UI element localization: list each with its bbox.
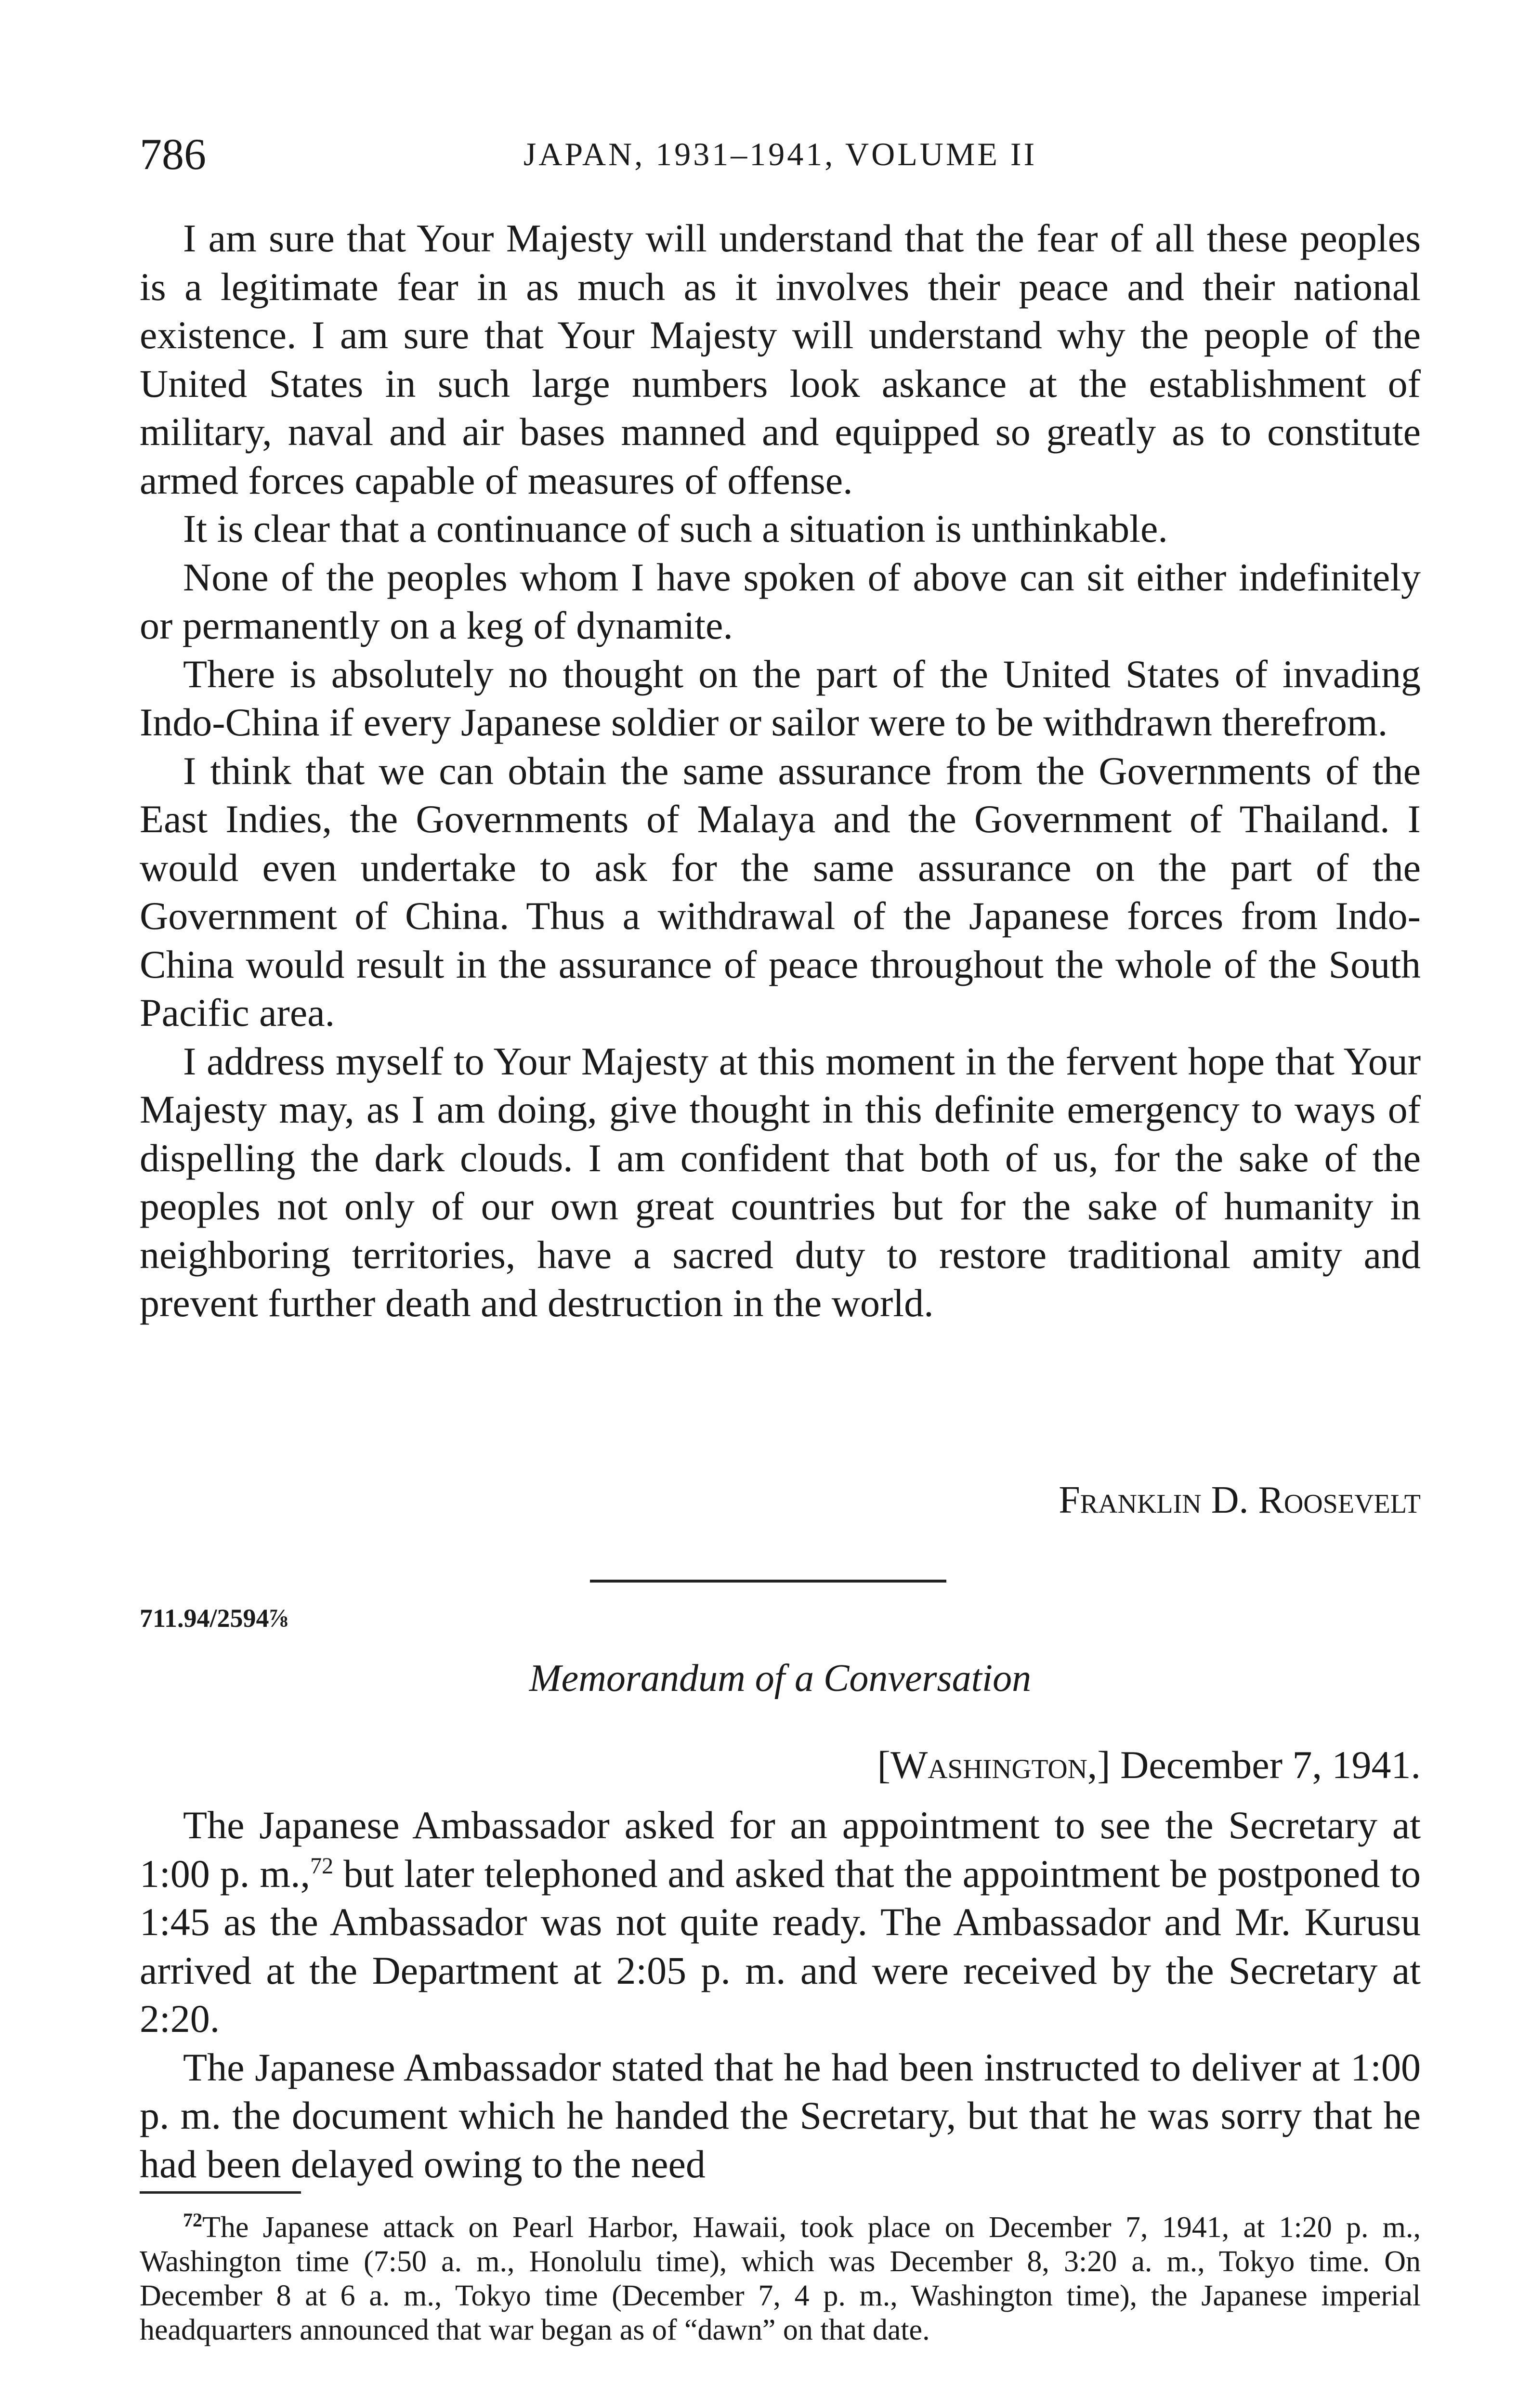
letter-paragraph: I address myself to Your Majesty at this moment in the fervent hope that Your Majesty may, as I am doing, give thought in this definite emergency to ways of dispelling the dark clouds. I am confident that both of us, for the sake of the peoples not only of our own great countries but for the sake of humanity in neighboring territories, have a sacred duty to restore traditional amity and prevent further death and destruction in the world. xyxy=(140,1039,1421,1325)
letter-paragraph: I think that we can obtain the same assurance from the Governments of the East Indies, the Governments of Malaya and the Government of Thailand. I would even undertake to ask for the same assurance on the part of the Government of China. Thus a withdrawal of the Japanese forces from Indo-China would result in the assurance of peace throughout the whole of the South Pacific area. xyxy=(140,748,1421,1034)
letter-paragraph: I am sure that Your Majesty will understand that the fear of all these peoples is a legitimate fear in as much as it involves their peace and their national existence. I am sure that Your Majesty will understand why the people of the United States in such large numbers look askance at the establishment of military, naval and air bases manned and equipped so greatly as to constitute armed forces capable of measures of offense. xyxy=(140,216,1421,502)
dateline-place: [Washington,] xyxy=(877,1743,1111,1787)
page-header xyxy=(140,128,1421,181)
footnote-reference[interactable]: 72 xyxy=(310,1853,334,1879)
footnote-text: The Japanese attack on Pearl Harbor, Hawaii, took place on December 7, 1941, at 1:20 p. m., Washington time (7:50 a. m., Honolulu time), which was December 8, 3:20 a. m., Tokyo time. On December 8 at 6 a. m., Tokyo time (December 7, 4 p. m., Washington time), the Japanese imperial headquarters announced that war began as of “dawn” on that date. xyxy=(140,2211,1421,2346)
letter-paragraph: There is absolutely no thought on the part of the United States of invading Indo-China if every Japanese soldier or sailor were to be withdrawn therefrom. xyxy=(140,652,1421,744)
memo-body xyxy=(140,1801,1421,2188)
document-page xyxy=(140,0,1421,2408)
memo-title: Memorandum of a Conversation xyxy=(529,1657,1032,1700)
footnote-paragraph xyxy=(140,2211,1421,2347)
page-number: 786 xyxy=(140,130,206,179)
footnote-mark: 72 xyxy=(183,2209,202,2231)
footnote xyxy=(140,2211,1421,2347)
memo-paragraph: The Japanese Ambassador stated that he had been instructed to deliver at 1:00 p. m. the document which he handed the Secretary, but that he was sorry that he had been delayed owing to the need xyxy=(140,2045,1421,2186)
memo-text-part: The Japanese Ambassador asked for an appointment to see the Secretary at 1:00 p. m., xyxy=(140,1803,1421,1896)
footnote-divider xyxy=(140,2191,301,2194)
signature: Franklin D. Roosevelt xyxy=(1059,1479,1421,1521)
running-head: JAPAN, 1931–1941, VOLUME II xyxy=(523,136,1037,172)
memo-paragraph xyxy=(140,1801,1421,2043)
dateline xyxy=(877,1739,1421,1792)
section-divider xyxy=(590,1580,946,1583)
letter-paragraph: None of the peoples whom I have spoken of above can sit either indefinitely or permanently on a keg of dynamite. xyxy=(140,555,1421,647)
dateline-date: December 7, 1941. xyxy=(1120,1743,1421,1787)
letter-body xyxy=(140,214,1421,1328)
file-number: 711.94/2594⅞ xyxy=(140,1604,289,1633)
memo-text-part: but later telephoned and asked that the appointment be postponed to 1:45 as the Ambassador was not quite ready. The Ambassador and Mr. Kurusu arrived at the Department at 2:05 p. m. and were received by the Secretary at 2:20. xyxy=(140,1851,1421,2041)
letter-paragraph: It is clear that a continuance of such a situation is unthinkable. xyxy=(183,507,1168,550)
